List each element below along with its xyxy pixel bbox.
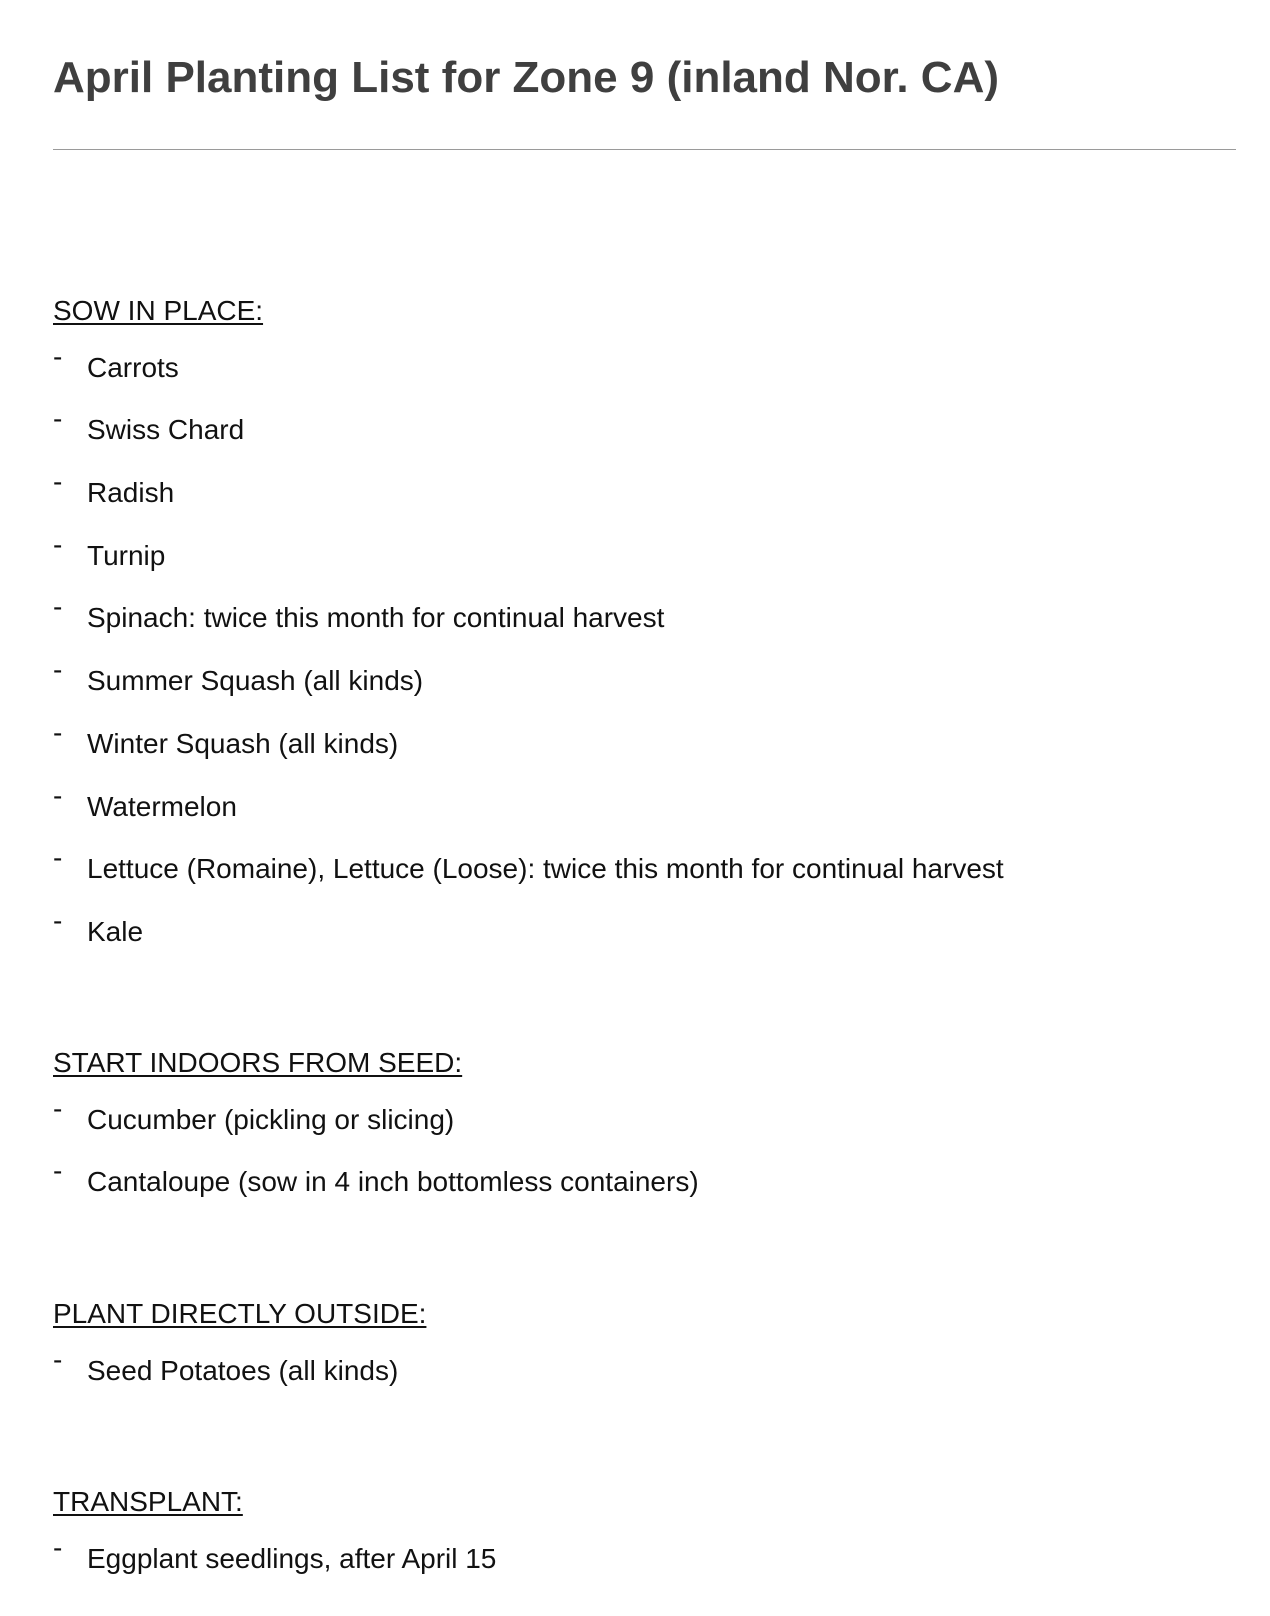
list-item <box>53 329 1236 392</box>
item-list <box>53 1520 1236 1583</box>
list-item <box>53 705 1236 768</box>
title-divider <box>53 149 1236 150</box>
bullet-dash: - <box>53 904 63 936</box>
bullet-dash: - <box>53 654 63 686</box>
list-item-text: Lettuce (Romaine), Lettuce (Loose): twice this month for continual harvest <box>87 853 1004 885</box>
list-item-text: Carrots <box>87 351 179 383</box>
item-list <box>53 1081 1236 1206</box>
list-item <box>53 642 1236 705</box>
list-item-text: Watermelon <box>87 790 237 822</box>
bullet-dash: - <box>53 591 63 623</box>
list-item-text: Radish <box>87 477 175 509</box>
bullet-dash: - <box>53 1092 63 1124</box>
bullet-dash: - <box>53 466 63 498</box>
bullet-dash: - <box>53 716 63 748</box>
list-item-text: Spinach: twice this month for continual harvest <box>87 602 665 634</box>
section-plant-directly-outside <box>53 1296 1236 1395</box>
bullet-dash: - <box>53 403 63 435</box>
list-item <box>53 831 1236 894</box>
section-heading: START INDOORS FROM SEED: <box>53 1047 463 1078</box>
list-item <box>53 392 1236 455</box>
bullet-dash: - <box>53 779 63 811</box>
bullet-dash: - <box>53 340 63 372</box>
list-item <box>53 1332 1236 1395</box>
section-heading: TRANSPLANT: <box>53 1486 243 1517</box>
list-item-text: Winter Squash (all kinds) <box>87 727 399 759</box>
list-item-text: Seed Potatoes (all kinds) <box>87 1354 399 1386</box>
section-heading: PLANT DIRECTLY OUTSIDE: <box>53 1298 427 1329</box>
list-item <box>53 1520 1236 1583</box>
bullet-dash: - <box>53 1155 63 1187</box>
list-item <box>53 1081 1236 1144</box>
list-item <box>53 454 1236 517</box>
bullet-dash: - <box>53 528 63 560</box>
list-item-text: Eggplant seedlings, after April 15 <box>87 1542 497 1574</box>
section-start-indoors <box>53 1045 1236 1206</box>
list-item <box>53 768 1236 831</box>
list-item <box>53 517 1236 580</box>
list-item <box>53 893 1236 956</box>
bullet-dash: - <box>53 842 63 874</box>
list-item-text: Swiss Chard <box>87 414 245 446</box>
section-transplant <box>53 1484 1236 1583</box>
item-list <box>53 329 1236 956</box>
section-sow-in-place <box>53 293 1236 956</box>
list-item <box>53 1144 1236 1207</box>
bullet-dash: - <box>53 1531 63 1563</box>
item-list <box>53 1332 1236 1395</box>
bullet-dash: - <box>53 1343 63 1375</box>
list-item <box>53 580 1236 643</box>
list-item-text: Turnip <box>87 539 166 571</box>
page-title: April Planting List for Zone 9 (inland Nor. CA) <box>53 53 999 102</box>
list-item-text: Cantaloupe (sow in 4 inch bottomless containers) <box>87 1166 699 1198</box>
list-item-text: Kale <box>87 915 144 947</box>
list-item-text: Cucumber (pickling or slicing) <box>87 1103 455 1135</box>
section-heading: SOW IN PLACE: <box>53 295 264 326</box>
list-item-text: Summer Squash (all kinds) <box>87 665 424 697</box>
